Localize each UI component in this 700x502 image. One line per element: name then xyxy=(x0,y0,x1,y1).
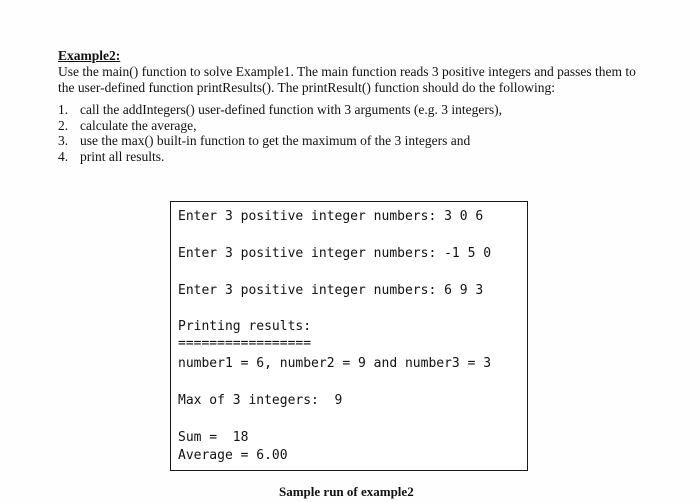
step-number: 3. xyxy=(58,133,69,148)
steps-list xyxy=(58,102,502,164)
sample-run-output-box xyxy=(170,201,528,471)
list-item xyxy=(58,133,502,149)
step-text: call the addIntegers() user-defined function with 3 arguments (e.g. 3 integers), xyxy=(80,102,502,117)
terminal-prompt-line: Enter 3 positive integer numbers: 6 9 3 xyxy=(178,283,484,298)
step-number: 4. xyxy=(58,148,69,164)
terminal-numbers-line: number1 = 6, number2 = 9 and number3 = 3 xyxy=(178,356,492,371)
step-text: print all results. xyxy=(80,148,165,164)
step-number: 2. xyxy=(58,117,69,133)
terminal-prompt-line: Enter 3 positive integer numbers: 3 0 6 xyxy=(178,209,484,224)
example-heading: Example2: xyxy=(58,48,121,63)
terminal-separator-line: ================= xyxy=(178,336,312,351)
terminal-max-line: Max of 3 integers: 9 xyxy=(178,393,343,408)
terminal-prompt-line: Enter 3 positive integer numbers: -1 5 0 xyxy=(178,246,492,261)
intro-line: the user-defined function printResults(). The printResult() function should do the following: xyxy=(58,79,556,95)
step-text: use the max() built-in function to get the maximum of the 3 integers and xyxy=(80,133,471,148)
terminal-average-line: Average = 6.00 xyxy=(178,448,288,463)
step-text: calculate the average, xyxy=(80,117,197,133)
terminal-sum-line: Sum = 18 xyxy=(178,430,249,445)
terminal-printing-line: Printing results: xyxy=(178,319,312,334)
list-item xyxy=(58,149,502,165)
intro-paragraph xyxy=(58,64,658,95)
list-item xyxy=(58,102,502,118)
intro-line: Use the main() function to solve Example1. The main function reads 3 positive integers and passes them to xyxy=(58,64,636,79)
list-item xyxy=(58,118,502,134)
step-number: 1. xyxy=(58,102,69,117)
figure-caption: Sample run of example2 xyxy=(279,484,414,499)
